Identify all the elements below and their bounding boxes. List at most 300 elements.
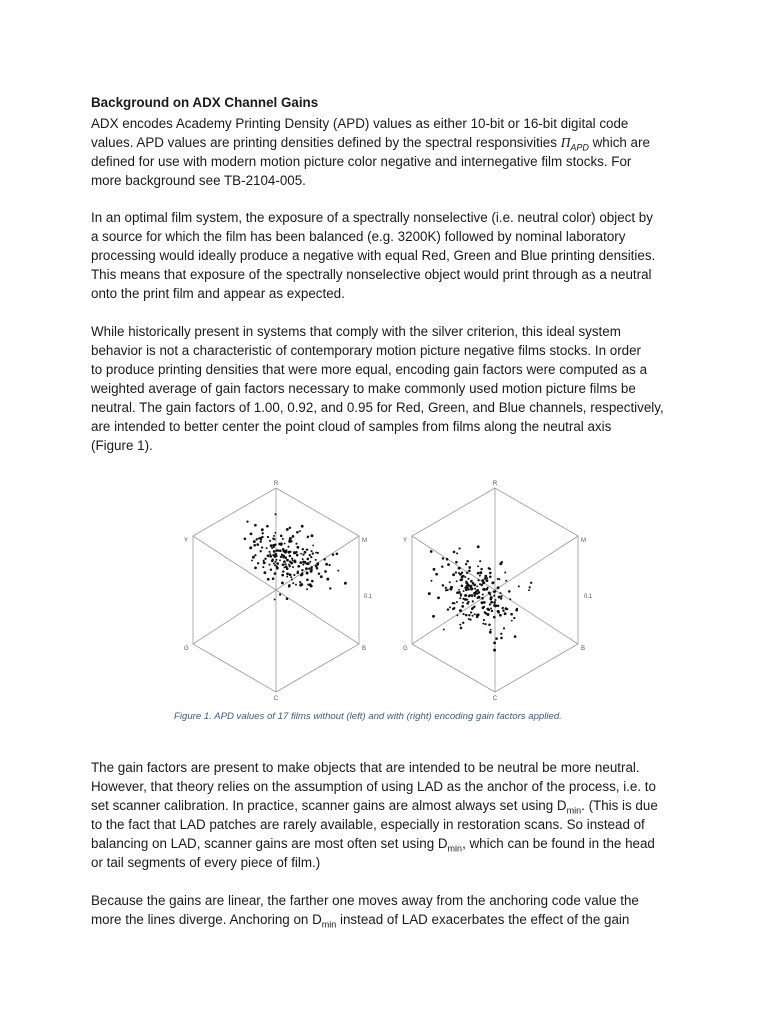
scatter-point	[289, 573, 292, 576]
figure-apd-scatter-plots	[172, 476, 602, 706]
scatter-point	[323, 558, 326, 561]
scatter-point	[493, 641, 496, 644]
scatter-point	[441, 565, 443, 567]
scatter-point	[264, 558, 266, 560]
scatter-point	[274, 543, 276, 545]
axis-line	[193, 590, 276, 644]
scatter-point	[452, 573, 455, 576]
scatter-point	[491, 610, 493, 612]
text-line: more the lines diverge. Anchoring on $D_{min}$ instead of LAD exacerbates the effect of the gain	[91, 912, 630, 930]
scatter-point	[302, 558, 304, 560]
scatter-point	[486, 588, 489, 591]
axis-line	[495, 590, 578, 644]
scatter-point	[488, 591, 491, 594]
scatter-point	[468, 618, 470, 620]
scatter-point	[463, 590, 465, 592]
axis-label-b: B	[581, 646, 586, 652]
scatter-point	[266, 547, 268, 549]
scatter-point	[288, 584, 291, 587]
scatter-point	[488, 624, 491, 627]
scatter-point	[282, 548, 285, 551]
scatter-point	[337, 570, 339, 572]
scatter-point	[474, 613, 476, 615]
scatter-point	[501, 607, 503, 609]
scatter-point	[466, 572, 468, 574]
scatter-point	[263, 571, 266, 574]
scatter-point	[254, 524, 257, 527]
scatter-point	[497, 605, 499, 607]
scatter-point	[453, 602, 455, 604]
scatter-point	[477, 545, 480, 548]
scatter-point	[295, 551, 297, 553]
scatter-point	[274, 564, 276, 566]
scatter-point	[254, 567, 257, 570]
scatter-point	[437, 596, 440, 599]
scatter-point	[305, 567, 308, 570]
scatter-point	[455, 561, 458, 564]
axis-label-g: G	[184, 646, 189, 652]
scatter-point	[284, 551, 287, 554]
text-line: to produce printing densities that were more equal, encoding gain factors were computed as a	[91, 362, 648, 377]
text-line: to the fact that LAD patches are rarely available, especially in restoration scans. So instead of	[91, 817, 645, 832]
scatter-point	[277, 549, 280, 552]
scatter-point	[453, 551, 456, 554]
scatter-point	[282, 538, 284, 540]
scatter-point	[476, 614, 478, 616]
scatter-point	[310, 570, 313, 573]
scatter-point	[283, 560, 286, 563]
scatter-point	[257, 562, 259, 564]
scatter-point	[459, 597, 461, 599]
scatter-point	[332, 554, 334, 556]
scatter-point	[461, 578, 463, 580]
scatter-point	[253, 540, 256, 543]
scatter-point	[459, 609, 462, 612]
scatter-point	[306, 558, 309, 561]
plot-right-with-gains	[403, 481, 593, 702]
scatter-point	[466, 560, 469, 563]
scatter-point	[280, 534, 283, 537]
scatter-point	[306, 588, 308, 590]
text-line: set scanner calibration. In practice, scanner gains are almost always set using $D_{min}$. (This is due	[91, 798, 658, 816]
scatter-point	[474, 588, 476, 590]
axis-label-b: B	[362, 646, 367, 652]
scatter-point	[492, 581, 494, 583]
scatter-point	[291, 558, 293, 560]
scatter-point	[528, 589, 530, 591]
text-line: This means that exposure of the spectrally nonselective object would print through as a neutral	[91, 267, 652, 282]
scatter-point	[294, 560, 297, 563]
text-line: However, that theory relies on the assumption of using LAD as the anchor of the process, i.e. to	[91, 779, 656, 794]
scatter-point	[261, 546, 263, 548]
scatter-point	[432, 615, 435, 618]
scatter-point	[489, 572, 492, 575]
scatter-point	[489, 631, 492, 634]
scatter-point	[289, 537, 292, 540]
scatter-point	[461, 585, 464, 588]
scatter-point	[296, 554, 299, 557]
scatter-point	[286, 576, 288, 578]
scatter-point	[471, 594, 474, 597]
figure-caption: Figure 1. APD values of 17 films without (left) and with (right) encoding gain factors applied.	[174, 711, 562, 722]
scatter-point	[271, 560, 274, 563]
scatter-point	[504, 612, 507, 615]
scatter-point	[476, 616, 479, 619]
scatter-point	[252, 556, 255, 559]
scatter-point	[495, 637, 498, 640]
scatter-point	[481, 601, 484, 604]
scatter-point	[272, 554, 274, 556]
scatter-point	[260, 538, 262, 540]
scatter-point	[263, 561, 266, 564]
scatter-point	[268, 564, 270, 566]
scatter-point	[274, 572, 277, 575]
scatter-point	[266, 525, 269, 528]
scatter-point	[300, 553, 302, 555]
scatter-point	[482, 581, 485, 584]
axis-label-g: G	[403, 646, 408, 652]
scatter-point	[458, 572, 460, 574]
scatter-point	[498, 596, 501, 599]
scatter-point	[456, 601, 458, 603]
scatter-point	[311, 550, 313, 552]
scatter-point	[326, 578, 329, 581]
scatter-point	[308, 568, 310, 570]
scatter-point	[442, 584, 445, 587]
scatter-point	[458, 591, 461, 594]
scatter-point	[311, 534, 314, 537]
scatter-point	[271, 547, 273, 549]
scatter-point	[468, 614, 470, 616]
scatter-point	[447, 608, 449, 610]
scatter-point	[474, 595, 476, 597]
scatter-point	[261, 528, 264, 531]
scatter-point	[290, 540, 292, 542]
scatter-point	[461, 575, 464, 578]
scatter-point	[497, 586, 500, 589]
scatter-point	[272, 577, 275, 580]
scatter-point	[469, 618, 471, 620]
scatter-point	[299, 581, 301, 583]
scatter-point	[462, 602, 464, 604]
paragraph-optimal-film-system	[91, 208, 691, 303]
scatter-point	[486, 577, 488, 579]
scatter-point	[292, 559, 294, 561]
scatter-point	[455, 571, 457, 573]
scatter-point	[312, 552, 314, 554]
section-heading: Background on ADX Channel Gains	[91, 95, 319, 110]
scatter-point	[433, 568, 436, 571]
text-line: (Figure 1).	[91, 438, 153, 453]
scatter-point	[315, 559, 317, 561]
scatter-point	[312, 544, 314, 546]
scatter-point	[274, 598, 276, 600]
axis-label-m: M	[362, 538, 367, 544]
scatter-point	[516, 608, 518, 610]
scatter-point	[310, 584, 312, 586]
scatter-point	[479, 560, 481, 562]
scatter-point	[324, 570, 327, 573]
scatter-point	[282, 570, 284, 572]
scatter-point	[287, 546, 289, 548]
scatter-point	[251, 559, 253, 561]
scatter-point	[299, 530, 301, 532]
scatter-point	[295, 543, 297, 545]
scatter-point	[478, 592, 480, 594]
text-line: Because the gains are linear, the farther one moves away from the anchoring code value the	[91, 893, 639, 908]
scatter-point	[254, 554, 256, 556]
scatter-point	[268, 551, 270, 553]
scatter-point	[286, 528, 289, 531]
scatter-point	[500, 597, 502, 599]
scatter-point	[463, 613, 465, 615]
scatter-point	[447, 563, 450, 566]
scatter-point	[274, 532, 276, 534]
scatter-point	[325, 563, 328, 566]
scatter-point	[273, 550, 276, 553]
scatter-point	[460, 595, 462, 597]
scatter-point	[279, 593, 281, 595]
scatter-point	[479, 583, 481, 585]
scatter-point	[284, 543, 286, 545]
axis-label-r: R	[492, 481, 498, 487]
text-line: more background see TB-2104-005.	[91, 173, 306, 188]
scatter-point	[269, 553, 271, 555]
scatter-point	[260, 541, 262, 543]
axis-label-y: Y	[403, 538, 408, 544]
scatter-point	[297, 571, 299, 573]
scatter-point	[286, 572, 289, 575]
scatter-point	[493, 616, 496, 619]
scatter-point	[273, 563, 275, 565]
scatter-point	[500, 637, 503, 640]
scatter-point	[484, 575, 487, 578]
scatter-point	[249, 546, 252, 549]
scatter-point	[481, 597, 484, 600]
scatter-point	[490, 601, 493, 604]
scatter-point	[307, 584, 309, 586]
scatter-point	[281, 581, 284, 584]
scatter-point	[274, 561, 276, 563]
scatter-point	[467, 601, 469, 603]
scatter-point	[459, 567, 461, 569]
scatter-point	[465, 581, 467, 583]
scatter-point	[315, 552, 317, 554]
scatter-point	[304, 551, 307, 554]
axis-label-c: C	[273, 696, 279, 702]
scatter-points-right	[428, 545, 533, 651]
scatter-point	[297, 566, 299, 568]
scatter-point	[290, 576, 292, 578]
scatter-point	[430, 580, 432, 582]
scatter-point	[518, 585, 520, 587]
scatter-point	[465, 563, 467, 565]
scatter-point	[462, 622, 464, 624]
scatter-point	[270, 569, 272, 571]
scatter-point	[272, 537, 274, 539]
scatter-point	[286, 567, 289, 570]
scatter-point	[460, 627, 463, 630]
scatter-point	[494, 599, 496, 601]
scatter-point	[296, 531, 299, 534]
scatter-point	[442, 557, 444, 559]
scatter-point	[280, 556, 282, 558]
text-line: weighted average of gain factors necessary to make commonly used motion picture films be	[91, 381, 636, 396]
scatter-point	[493, 649, 496, 652]
scatter-point	[479, 571, 482, 574]
scatter-point	[306, 578, 309, 581]
scatter-point	[293, 552, 295, 554]
scatter-point	[318, 572, 320, 574]
scatter-point	[288, 564, 290, 566]
scatter-point	[430, 550, 433, 553]
scatter-point	[514, 635, 517, 638]
scatter-point	[530, 582, 532, 584]
scatter-point	[467, 578, 469, 580]
scatter-point	[291, 579, 293, 581]
scatter-point	[276, 559, 278, 561]
scatter-point	[472, 600, 474, 602]
text-line: onto the print film and appear as expected.	[91, 286, 345, 301]
scatter-point	[483, 589, 485, 591]
scatter-point	[459, 624, 461, 626]
scatter-point	[464, 576, 466, 578]
scatter-point	[489, 575, 492, 578]
plot-left-without-gains	[184, 481, 373, 702]
scatter-point	[309, 554, 311, 556]
scatter-point	[471, 607, 474, 610]
scatter-point	[484, 623, 486, 625]
scatter-point	[261, 536, 263, 538]
scatter-point	[274, 553, 277, 556]
scatter-point	[244, 537, 247, 540]
scatter-point	[292, 566, 294, 568]
scatter-point	[471, 615, 473, 617]
scatter-point	[270, 544, 273, 547]
scatter-point	[315, 565, 318, 568]
scatter-point	[428, 592, 431, 595]
scatter-point	[490, 629, 492, 631]
scatter-point	[493, 595, 495, 597]
text-line: values. APD values are printing densities defined by the spectral responsivities $\Pi_{APD}$ which are	[91, 135, 650, 153]
scatter-point	[260, 550, 262, 552]
scatter-point	[450, 586, 453, 589]
scatter-point	[307, 535, 309, 537]
axis-label-c: C	[492, 696, 498, 702]
scatter-point	[279, 549, 282, 552]
scatter-point	[269, 540, 271, 542]
scatter-point	[286, 597, 289, 600]
scatter-point	[282, 563, 285, 566]
scatter-point	[302, 548, 304, 550]
scatter-point	[445, 587, 447, 589]
scatter-point	[466, 599, 468, 601]
scatter-point	[292, 582, 294, 584]
scatter-point	[469, 594, 471, 596]
scatter-point	[344, 582, 347, 585]
scatter-point	[276, 567, 279, 570]
scatter-point	[484, 611, 486, 613]
scatter-point	[477, 579, 479, 581]
scatter-point	[510, 613, 513, 616]
scatter-point	[480, 568, 482, 570]
scatter-point	[289, 555, 292, 558]
scatter-point	[267, 555, 269, 557]
scatter-point	[253, 544, 256, 547]
scatter-point	[458, 547, 460, 549]
scatter-point	[263, 560, 265, 562]
scatter-point	[505, 580, 507, 582]
scatter-point	[435, 573, 438, 576]
scatter-point	[509, 598, 511, 600]
scatter-point	[262, 532, 264, 534]
paragraph-linear-gains	[91, 891, 691, 929]
scatter-point	[499, 562, 502, 565]
scatter-point	[456, 552, 458, 554]
scatter-point	[289, 526, 292, 529]
scatter-point	[464, 594, 467, 597]
scale-label: 0.1	[584, 594, 593, 600]
scatter-point	[309, 561, 311, 563]
scatter-point	[466, 584, 468, 586]
axis-label-r: R	[273, 481, 279, 487]
scale-label: 0.1	[364, 594, 373, 600]
text-line: While historically present in systems that comply with the silver criterion, this ideal system	[91, 324, 621, 339]
scatter-point	[476, 585, 478, 587]
scatter-point	[258, 537, 260, 539]
scatter-point	[246, 520, 248, 522]
scatter-point	[498, 578, 500, 580]
scatter-point	[280, 543, 283, 546]
scatter-point	[482, 623, 484, 625]
scatter-point	[449, 606, 451, 608]
scatter-point	[255, 538, 257, 540]
scatter-point	[497, 611, 500, 614]
axis-label-y: Y	[184, 538, 189, 544]
scatter-point	[468, 569, 471, 572]
scatter-point	[470, 580, 472, 582]
scatter-point	[468, 566, 471, 569]
scatter-point	[461, 605, 464, 608]
scatter-point	[286, 559, 289, 562]
scatter-point	[504, 572, 506, 574]
text-line: neutral. The gain factors of 1.00, 0.92, and 0.95 for Red, Green, and Blue channels, respectively,	[91, 400, 664, 415]
scatter-point	[485, 579, 487, 581]
scatter-point	[273, 535, 275, 537]
scatter-point	[489, 603, 491, 605]
scatter-point	[490, 608, 492, 610]
text-line: The gain factors are present to make objects that are intended to be neutral be more neutral.	[91, 760, 640, 775]
scatter-point	[299, 584, 302, 587]
text-line: or tail segments of every piece of film.)	[91, 855, 321, 870]
scatter-point	[500, 595, 502, 597]
scatter-point	[494, 590, 496, 592]
scatter-point	[275, 513, 277, 515]
scatter-point	[511, 620, 513, 622]
scatter-point	[488, 567, 490, 569]
scatter-point	[302, 564, 304, 566]
scatter-point	[458, 589, 460, 591]
scatter-point	[472, 583, 474, 585]
axis-label-m: M	[581, 538, 586, 544]
scatter-point	[487, 613, 490, 616]
scatter-point	[453, 607, 455, 609]
scatter-point	[296, 546, 299, 549]
axis-line	[276, 590, 359, 644]
scatter-point	[513, 617, 515, 619]
scatter-point	[470, 611, 472, 613]
scatter-point	[477, 565, 479, 567]
